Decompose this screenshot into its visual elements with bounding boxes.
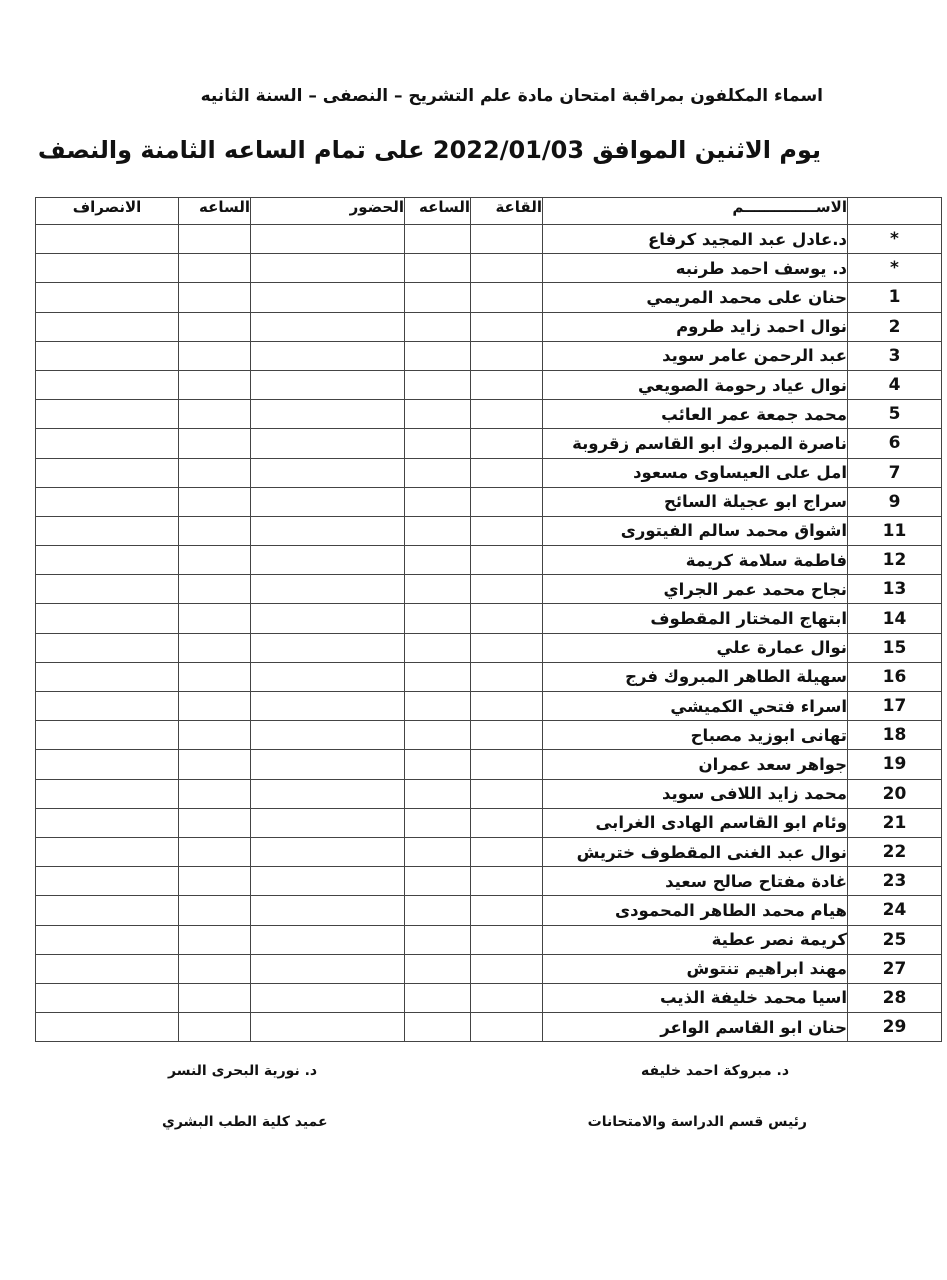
- cell-time1: [405, 925, 471, 954]
- table-row: [36, 633, 942, 662]
- cell-departure: [36, 954, 179, 983]
- table-row: [36, 225, 942, 254]
- cell-attendance: [251, 983, 405, 1012]
- cell-time1: [405, 808, 471, 837]
- cell-name: جواهر سعد عمران: [543, 750, 848, 779]
- cell-hall: [471, 896, 543, 925]
- left-signatory-name: د. نورية البحرى النسر: [168, 1063, 318, 1079]
- cell-time2: [179, 312, 251, 341]
- cell-num: 28: [848, 983, 942, 1012]
- cell-attendance: [251, 516, 405, 545]
- cell-departure: [36, 721, 179, 750]
- cell-name: نوال احمد زايد طروم: [543, 312, 848, 341]
- cell-num: 19: [848, 750, 942, 779]
- table-row: [36, 254, 942, 283]
- cell-time2: [179, 575, 251, 604]
- cell-time2: [179, 400, 251, 429]
- cell-departure: [36, 370, 179, 399]
- table-row: [36, 604, 942, 633]
- cell-attendance: [251, 341, 405, 370]
- col-attendance-header: الحضور: [251, 198, 405, 225]
- cell-departure: [36, 516, 179, 545]
- cell-departure: [36, 575, 179, 604]
- cell-departure: [36, 1013, 179, 1042]
- cell-time1: [405, 867, 471, 896]
- cell-time2: [179, 983, 251, 1012]
- cell-hall: [471, 400, 543, 429]
- cell-name: مهند ابراهيم تنتوش: [543, 954, 848, 983]
- cell-num: 21: [848, 808, 942, 837]
- cell-departure: [36, 254, 179, 283]
- cell-attendance: [251, 867, 405, 896]
- col-name-header: الاســــــــــــــم: [543, 198, 848, 225]
- cell-num: 17: [848, 692, 942, 721]
- cell-name: اسيا محمد خليفة الذيب: [543, 983, 848, 1012]
- cell-time2: [179, 341, 251, 370]
- cell-hall: [471, 575, 543, 604]
- cell-time2: [179, 370, 251, 399]
- col-hall-header: القاعة: [471, 198, 543, 225]
- cell-hall: [471, 1013, 543, 1042]
- cell-num: 12: [848, 546, 942, 575]
- cell-attendance: [251, 808, 405, 837]
- cell-attendance: [251, 1013, 405, 1042]
- col-num-header: [848, 198, 942, 225]
- cell-time1: [405, 429, 471, 458]
- cell-name: سراج ابو عجيلة السائح: [543, 487, 848, 516]
- cell-attendance: [251, 429, 405, 458]
- cell-time2: [179, 867, 251, 896]
- cell-time2: [179, 954, 251, 983]
- cell-hall: [471, 867, 543, 896]
- cell-time1: [405, 837, 471, 866]
- cell-time1: [405, 516, 471, 545]
- cell-name: فاطمة سلامة كريمة: [543, 546, 848, 575]
- cell-time2: [179, 808, 251, 837]
- cell-num: 2: [848, 312, 942, 341]
- cell-num: 18: [848, 721, 942, 750]
- cell-name: عبد الرحمن عامر سويد: [543, 341, 848, 370]
- cell-hall: [471, 779, 543, 808]
- cell-hall: [471, 370, 543, 399]
- cell-time2: [179, 896, 251, 925]
- table-header-row: [36, 198, 942, 225]
- right-signatory-title: رئيس قسم الدراسة والامتحانات: [587, 1114, 807, 1130]
- cell-attendance: [251, 954, 405, 983]
- cell-time1: [405, 983, 471, 1012]
- cell-time2: [179, 779, 251, 808]
- cell-time2: [179, 458, 251, 487]
- cell-attendance: [251, 750, 405, 779]
- cell-departure: [36, 750, 179, 779]
- cell-departure: [36, 546, 179, 575]
- cell-departure: [36, 692, 179, 721]
- cell-hall: [471, 662, 543, 691]
- cell-num: *: [848, 254, 942, 283]
- cell-name: امل على العيساوى مسعود: [543, 458, 848, 487]
- cell-time2: [179, 546, 251, 575]
- cell-time2: [179, 692, 251, 721]
- cell-num: 29: [848, 1013, 942, 1042]
- cell-attendance: [251, 487, 405, 516]
- table-row: [36, 341, 942, 370]
- cell-attendance: [251, 575, 405, 604]
- table-row: [36, 575, 942, 604]
- cell-num: 3: [848, 341, 942, 370]
- cell-name: وئام ابو القاسم الهادى الغرابى: [543, 808, 848, 837]
- table-row: [36, 1013, 942, 1042]
- cell-time1: [405, 575, 471, 604]
- cell-time1: [405, 487, 471, 516]
- cell-attendance: [251, 283, 405, 312]
- cell-time1: [405, 546, 471, 575]
- cell-time1: [405, 954, 471, 983]
- cell-attendance: [251, 692, 405, 721]
- cell-hall: [471, 721, 543, 750]
- cell-name: تهانى ابوزيد مصباح: [543, 721, 848, 750]
- exam-date-line: يوم الاثنين الموافق 2022/01/03 على تمام الساعه الثامنة والنصف: [37, 136, 821, 164]
- cell-hall: [471, 429, 543, 458]
- cell-attendance: [251, 779, 405, 808]
- cell-name: نجاح محمد عمر الجراي: [543, 575, 848, 604]
- cell-hall: [471, 312, 543, 341]
- table-row: [36, 896, 942, 925]
- table-row: [36, 400, 942, 429]
- table-row: [36, 662, 942, 691]
- cell-hall: [471, 341, 543, 370]
- table-row: [36, 283, 942, 312]
- cell-num: 20: [848, 779, 942, 808]
- cell-name: نوال عبد الغنى المقطوف ختريش: [543, 837, 848, 866]
- cell-time2: [179, 429, 251, 458]
- cell-time1: [405, 341, 471, 370]
- cell-time1: [405, 604, 471, 633]
- cell-time2: [179, 750, 251, 779]
- cell-time1: [405, 225, 471, 254]
- cell-name: محمد جمعة عمر العائب: [543, 400, 848, 429]
- table-row: [36, 837, 942, 866]
- cell-attendance: [251, 837, 405, 866]
- cell-departure: [36, 400, 179, 429]
- cell-departure: [36, 487, 179, 516]
- cell-attendance: [251, 458, 405, 487]
- cell-hall: [471, 487, 543, 516]
- cell-attendance: [251, 925, 405, 954]
- cell-time1: [405, 400, 471, 429]
- cell-name: نوال عمارة علي: [543, 633, 848, 662]
- cell-time1: [405, 692, 471, 721]
- cell-attendance: [251, 721, 405, 750]
- cell-time2: [179, 487, 251, 516]
- cell-hall: [471, 808, 543, 837]
- cell-name: اسراء فتحي الكميشي: [543, 692, 848, 721]
- cell-departure: [36, 312, 179, 341]
- cell-hall: [471, 925, 543, 954]
- table-row: [36, 370, 942, 399]
- table-row: [36, 546, 942, 575]
- cell-hall: [471, 546, 543, 575]
- cell-num: 4: [848, 370, 942, 399]
- cell-num: 15: [848, 633, 942, 662]
- cell-time1: [405, 1013, 471, 1042]
- cell-attendance: [251, 370, 405, 399]
- cell-num: 27: [848, 954, 942, 983]
- cell-num: 24: [848, 896, 942, 925]
- cell-attendance: [251, 604, 405, 633]
- cell-departure: [36, 604, 179, 633]
- cell-departure: [36, 779, 179, 808]
- cell-time1: [405, 750, 471, 779]
- cell-num: 9: [848, 487, 942, 516]
- cell-time1: [405, 721, 471, 750]
- cell-name: غادة مفتاح صالح سعيد: [543, 867, 848, 896]
- cell-attendance: [251, 633, 405, 662]
- cell-departure: [36, 925, 179, 954]
- cell-num: 25: [848, 925, 942, 954]
- cell-num: 13: [848, 575, 942, 604]
- cell-name: سهيلة الطاهر المبروك فرج: [543, 662, 848, 691]
- cell-departure: [36, 225, 179, 254]
- cell-time1: [405, 458, 471, 487]
- cell-name: هيام محمد الطاهر المحمودى: [543, 896, 848, 925]
- cell-departure: [36, 896, 179, 925]
- table-row: [36, 312, 942, 341]
- cell-num: 1: [848, 283, 942, 312]
- cell-num: 6: [848, 429, 942, 458]
- cell-time2: [179, 633, 251, 662]
- cell-departure: [36, 283, 179, 312]
- cell-departure: [36, 458, 179, 487]
- cell-time2: [179, 837, 251, 866]
- cell-hall: [471, 750, 543, 779]
- cell-name: نوال عياد رحومة الصويعي: [543, 370, 848, 399]
- cell-num: 14: [848, 604, 942, 633]
- table-row: [36, 692, 942, 721]
- cell-hall: [471, 954, 543, 983]
- cell-departure: [36, 808, 179, 837]
- cell-name: د.عادل عبد المجيد كرفاع: [543, 225, 848, 254]
- cell-name: حنان ابو القاسم الواعر: [543, 1013, 848, 1042]
- table-row: [36, 779, 942, 808]
- cell-hall: [471, 458, 543, 487]
- table-row: [36, 925, 942, 954]
- right-signatory-name: د. مبروكة احمد خليفه: [641, 1063, 789, 1079]
- cell-time2: [179, 662, 251, 691]
- cell-attendance: [251, 312, 405, 341]
- table-row: [36, 516, 942, 545]
- cell-time2: [179, 925, 251, 954]
- left-signatory-title: عميد كلية الطب البشري: [162, 1114, 328, 1130]
- cell-num: 7: [848, 458, 942, 487]
- cell-num: 23: [848, 867, 942, 896]
- table-row: [36, 750, 942, 779]
- cell-num: 5: [848, 400, 942, 429]
- col-departure-header: الانصراف: [36, 198, 179, 225]
- cell-time1: [405, 896, 471, 925]
- cell-time1: [405, 312, 471, 341]
- cell-name: محمد زايد اللافى سويد: [543, 779, 848, 808]
- cell-departure: [36, 429, 179, 458]
- cell-attendance: [251, 662, 405, 691]
- table-row: [36, 458, 942, 487]
- cell-departure: [36, 867, 179, 896]
- cell-attendance: [251, 254, 405, 283]
- cell-time2: [179, 516, 251, 545]
- cell-name: اشواق محمد سالم الفيتورى: [543, 516, 848, 545]
- cell-time1: [405, 662, 471, 691]
- cell-time2: [179, 1013, 251, 1042]
- cell-hall: [471, 692, 543, 721]
- proctor-table: [35, 197, 942, 1042]
- cell-time1: [405, 633, 471, 662]
- col-time1-header: الساعه: [405, 198, 471, 225]
- table-row: [36, 721, 942, 750]
- cell-hall: [471, 633, 543, 662]
- cell-attendance: [251, 546, 405, 575]
- cell-hall: [471, 225, 543, 254]
- cell-time1: [405, 370, 471, 399]
- cell-hall: [471, 283, 543, 312]
- cell-num: 11: [848, 516, 942, 545]
- cell-num: *: [848, 225, 942, 254]
- cell-name: كريمة نصر عطية: [543, 925, 848, 954]
- cell-hall: [471, 516, 543, 545]
- cell-num: 22: [848, 837, 942, 866]
- cell-time2: [179, 604, 251, 633]
- cell-time2: [179, 254, 251, 283]
- cell-name: ناصرة المبروك ابو القاسم زقروبة: [543, 429, 848, 458]
- table-row: [36, 954, 942, 983]
- cell-time1: [405, 779, 471, 808]
- document-title: اسماء المكلفون بمراقبة امتحان مادة علم التشريح – النصفى – السنة الثانيه: [200, 86, 823, 106]
- cell-name: ابتهاج المختار المقطوف: [543, 604, 848, 633]
- cell-departure: [36, 341, 179, 370]
- col-time2-header: الساعه: [179, 198, 251, 225]
- cell-departure: [36, 662, 179, 691]
- cell-attendance: [251, 896, 405, 925]
- cell-time2: [179, 225, 251, 254]
- cell-hall: [471, 983, 543, 1012]
- cell-time2: [179, 721, 251, 750]
- cell-hall: [471, 604, 543, 633]
- cell-attendance: [251, 400, 405, 429]
- cell-hall: [471, 837, 543, 866]
- table-row: [36, 867, 942, 896]
- cell-time2: [179, 283, 251, 312]
- table-row: [36, 487, 942, 516]
- table-row: [36, 808, 942, 837]
- cell-time1: [405, 254, 471, 283]
- cell-departure: [36, 983, 179, 1012]
- cell-departure: [36, 633, 179, 662]
- table-row: [36, 983, 942, 1012]
- cell-num: 16: [848, 662, 942, 691]
- cell-departure: [36, 837, 179, 866]
- cell-name: حنان على محمد المريمي: [543, 283, 848, 312]
- cell-attendance: [251, 225, 405, 254]
- table-row: [36, 429, 942, 458]
- cell-name: د. يوسف احمد طرنبه: [543, 254, 848, 283]
- cell-time1: [405, 283, 471, 312]
- cell-hall: [471, 254, 543, 283]
